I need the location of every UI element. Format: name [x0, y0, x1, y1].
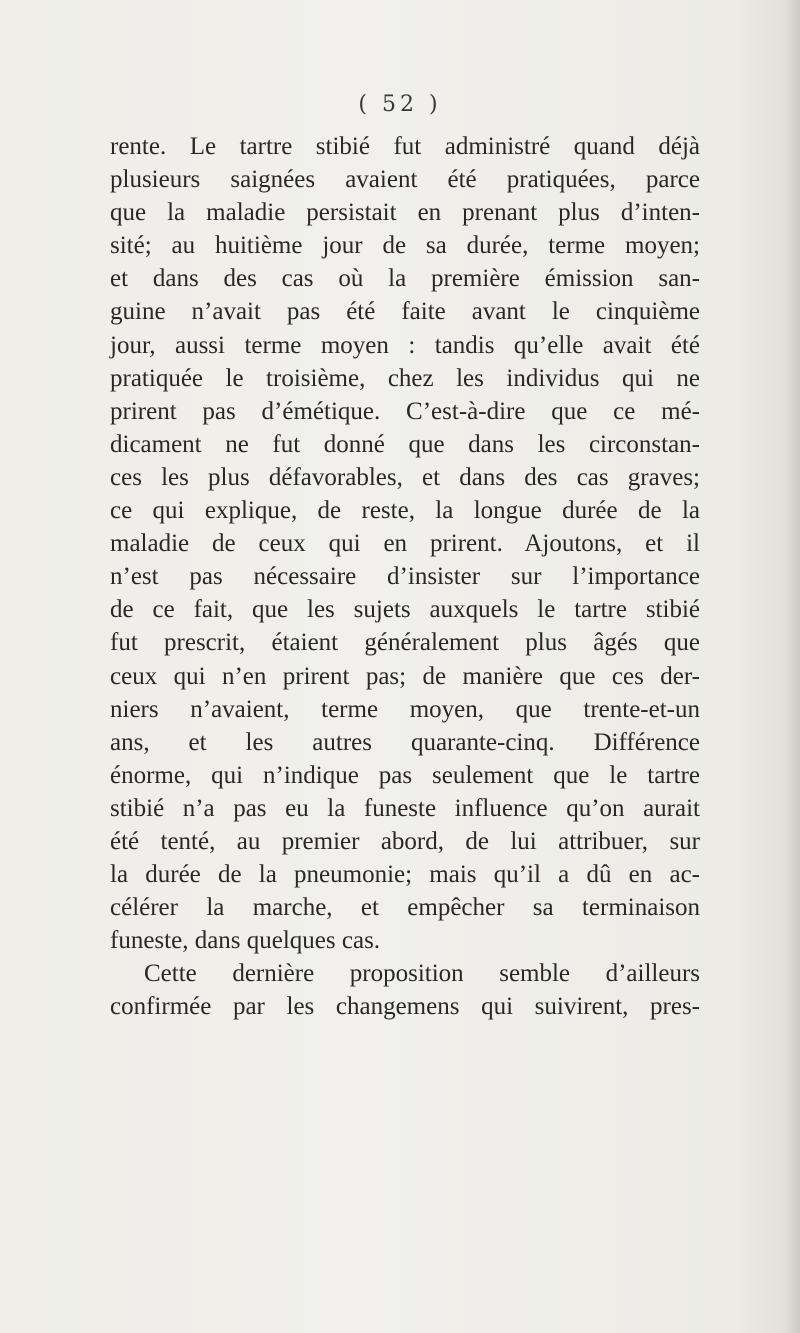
text-line: confirmée par les changemens qui suivirent, pres-	[110, 993, 700, 1021]
text-line: ceux qui n’en prirent pas; de manière que ces der-	[110, 662, 700, 690]
text-line: que la maladie persistait en prenant plus d’inten-	[110, 199, 700, 227]
text-line: prirent pas d’émétique. C’est-à-dire que ce mé-	[110, 397, 700, 425]
text-line: énorme, qui n’indique pas seulement que le tartre	[110, 761, 700, 789]
text-line: fut prescrit, étaient généralement plus âgés que	[110, 629, 700, 657]
text-line: Cette dernière proposition semble d’ailleurs	[144, 960, 700, 988]
paragraph-2	[110, 957, 700, 1023]
page-edge-shadow	[786, 0, 800, 1333]
text-line: sité; au huitième jour de sa durée, terme moyen;	[110, 232, 700, 260]
paragraph-1	[110, 130, 700, 957]
text-line: ce qui explique, de reste, la longue durée de la	[110, 497, 700, 525]
text-line: niers n’avaient, terme moyen, que trente-et-un	[110, 695, 700, 723]
text-line: et dans des cas où la première émission san-	[110, 265, 700, 293]
text-line: ans, et les autres quarante-cinq. Différence	[110, 728, 700, 756]
text-line: été tenté, au premier abord, de lui attribuer, sur	[110, 827, 700, 855]
text-line: stibié n’a pas eu la funeste influence qu’on aurait	[110, 794, 700, 822]
page-number: ( 52 )	[358, 92, 442, 117]
body-text	[110, 130, 700, 1024]
text-line: dicament ne fut donné que dans les circonstan-	[110, 430, 700, 458]
text-line: célérer la marche, et empêcher sa terminaison	[110, 894, 700, 922]
text-line: guine n’avait pas été faite avant le cinquième	[110, 298, 700, 326]
text-line: pratiquée le troisième, chez les individus qui ne	[110, 364, 700, 392]
text-line: la durée de la pneumonie; mais qu’il a dû en ac-	[110, 861, 700, 889]
text-line: de ce fait, que les sujets auxquels le tartre stibié	[110, 596, 700, 624]
text-line: plusieurs saignées avaient été pratiquées, parce	[110, 166, 700, 194]
text-line: maladie de ceux qui en prirent. Ajoutons, et il	[110, 530, 700, 558]
text-line: funeste, dans quelques cas.	[110, 927, 381, 955]
text-line: n’est pas nécessaire d’insister sur l’importance	[110, 563, 700, 591]
text-line: ces les plus défavorables, et dans des cas graves;	[110, 463, 700, 491]
text-line: jour, aussi terme moyen : tandis qu’elle avait été	[110, 331, 700, 359]
text-line: rente. Le tartre stibié fut administré quand déjà	[110, 133, 700, 160]
